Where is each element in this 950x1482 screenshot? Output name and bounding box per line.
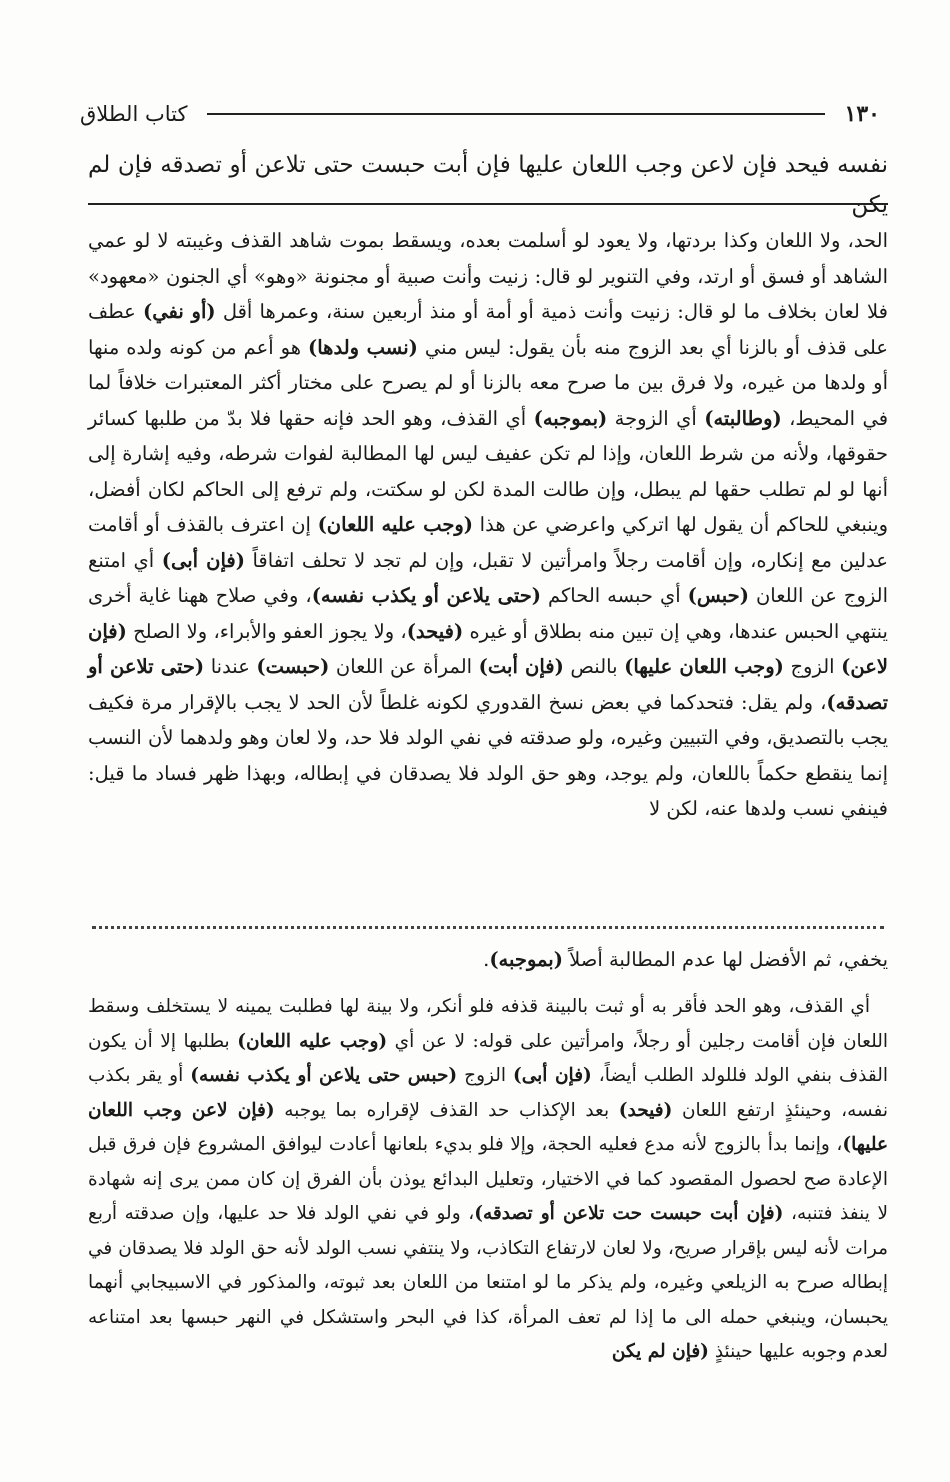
separator-rule [88,203,888,205]
commentary [88,223,888,827]
second-commentary [88,990,888,1370]
commentary-paragraph: الحد، ولا اللعان وكذا بردتها، ولا يعود لو أسلمت بعده، ويسقط بموت شاهد القذف وغيبته لا لو عمي الشاهد أو فسق أو ارتد، وفي التنوير لو قال: زنيت وأنت صبية أو مجنونة «وهو» أي الجنون «معهود» فلا لعان بخلاف ما لو قال: زنيت وأنت ذمية أو أمة أو منذ أربعين سنة، وعمرها أقل (أو نفي) عطف على قذف أو بالزنا أي بعد الزوج منه بأن يقول: ليس مني (نسب ولدها) هو أعم من كونه ولده منها أو ولدها من غيره، ولا فرق بين ما صرح معه بالزنا أو لم يصرح على مختار أكثر المعتبرات خلافاً لما في المحيط، (وطالبته) أي الزوجة (بموجبه) أي القذف، وهو الحد فإنه حقها فلا بدّ من طلبها كسائر حقوقها، ولأنه من شرط اللعان، وإذا لم تكن عفيف ليس لها المطالبة لفوات شرطه، وفيه إشارة إلى أنها لو لم تطلب حقها لم يبطل، وإن طالت المدة لكن لو سكتت، ولم ترفع إلى الحاكم لكان أفضل، وينبغي للحاكم أن يقول لها اتركي واعرضي عن هذا (وجب عليه اللعان) إن اعترف بالقذف أو أقامت عدلين مع إنكاره، وإن أقامت رجلاً وامرأتين لا تقبل، وإن لم تجد لا تحلف اتفاقاً (فإن أبى) أي امتنع الزوج عن اللعان (حبس) أي حبسه الحاكم (حتى يلاعن أو يكذب نفسه)، وفي صلاح ههنا غاية أخرى ينتهي الحبس عندها، وهي إن تبين منه بطلاق أو غيره (فيحد)، ولا يجوز العفو والأبراء، ولا الصلح (فإن لاعن) الزوج (وجب اللعان عليها) بالنص (فإن أبت) المرأة عن اللعان (حبست) عندنا (حتى تلاعن أو تصدقه)، ولم يقل: فتحدكما في بعض نسخ القدوري لكونه غلطاً لأن الحد لا يجب بالإقرار مرة فكيف يجب بالتصديق، وفي التبيين وغيره، ولو صدقته في نفي الولد فلا حد، ولا لعان وهو ولدهما لأن النسب إنما ينقطع حكماً باللعان، ولم يوجد، وهو حق الولد فلا يصدقان في إبطاله، وبهذا ظهر فساد ما قيل: فينفي نسب ولدها عنه، لكن لا [88,229,889,820]
second-commentary-paragraph: أي القذف، وهو الحد فأقر به أو ثبت بالبينة قذفه فلو أنكر، ولا بينة لها فطلبت يمينه لا يستخلف وسقط اللعان فإن أقامت رجلين أو رجلاً، وامرأتين على قوله: لا عن أي (وجب عليه اللعان) بطلبها إلا أن يكون القذف بنفي الولد فللولد الطلب أيضاً، (فإن أبى) الزوج (حبس حتى يلاعن أو يكذب نفسه) أو يقر بكذب نفسه، وحينئذٍ ارتفع اللعان (فيحد) بعد الإكذاب حد القذف لإقراره بما يوجبه (فإن لاعن وجب اللعان عليها)، وإنما بدأ بالزوج لأنه مدع فعليه الحجة، وإلا فلو بديء بلعانها أعادت ليوافق المشروع فإن فرق قبل الإعادة صح لحصول المقصود كما في الاختيار، وتعليل البدائع يوذن بأن الفرق إن كان ممن يرى إنه شهادة لا ينفذ فتنبه، (فإن أبت حبست حت تلاعن أو تصدقه)، ولو في نفي الولد فلا حد عليها، وإن صدقته أربع مرات لأنه ليس بإقرار صريح، ولا لعان لارتفاع التكاذب، ولا ينتفي نسب الولد لأنه حق الولد فلا يصدقان في إبطاله صرح به الزيلعي وغيره، ولم يذكر ما لو امتنعا من اللعان بعد ثبوته، والمذكور في الاسبيجابي أنهما يحبسان، وينبغي حمله الى ما إذا لم تعف المرأة، كذا في البحر واستشكل في النهر حبسها بعد امتناعه لعدم وجوبه عليها حينئذٍ (فإن لم يكن [88,996,889,1362]
page-number: ١٣٠ [844,101,880,127]
header-rule [207,113,824,115]
book-title: كتاب الطلاق [80,102,188,126]
main-text: نفسه فيحد فإن لاعن وجب اللعان عليها فإن أبت حبست حتى تلاعن أو تصدقه فإن لم يكن [88,152,888,218]
commentary-continuation: يخفي، ثم الأفضل لها عدم المطالبة أصلاً (بموجبه). [483,948,888,971]
page-header [80,98,880,130]
dotted-separator [92,926,884,929]
